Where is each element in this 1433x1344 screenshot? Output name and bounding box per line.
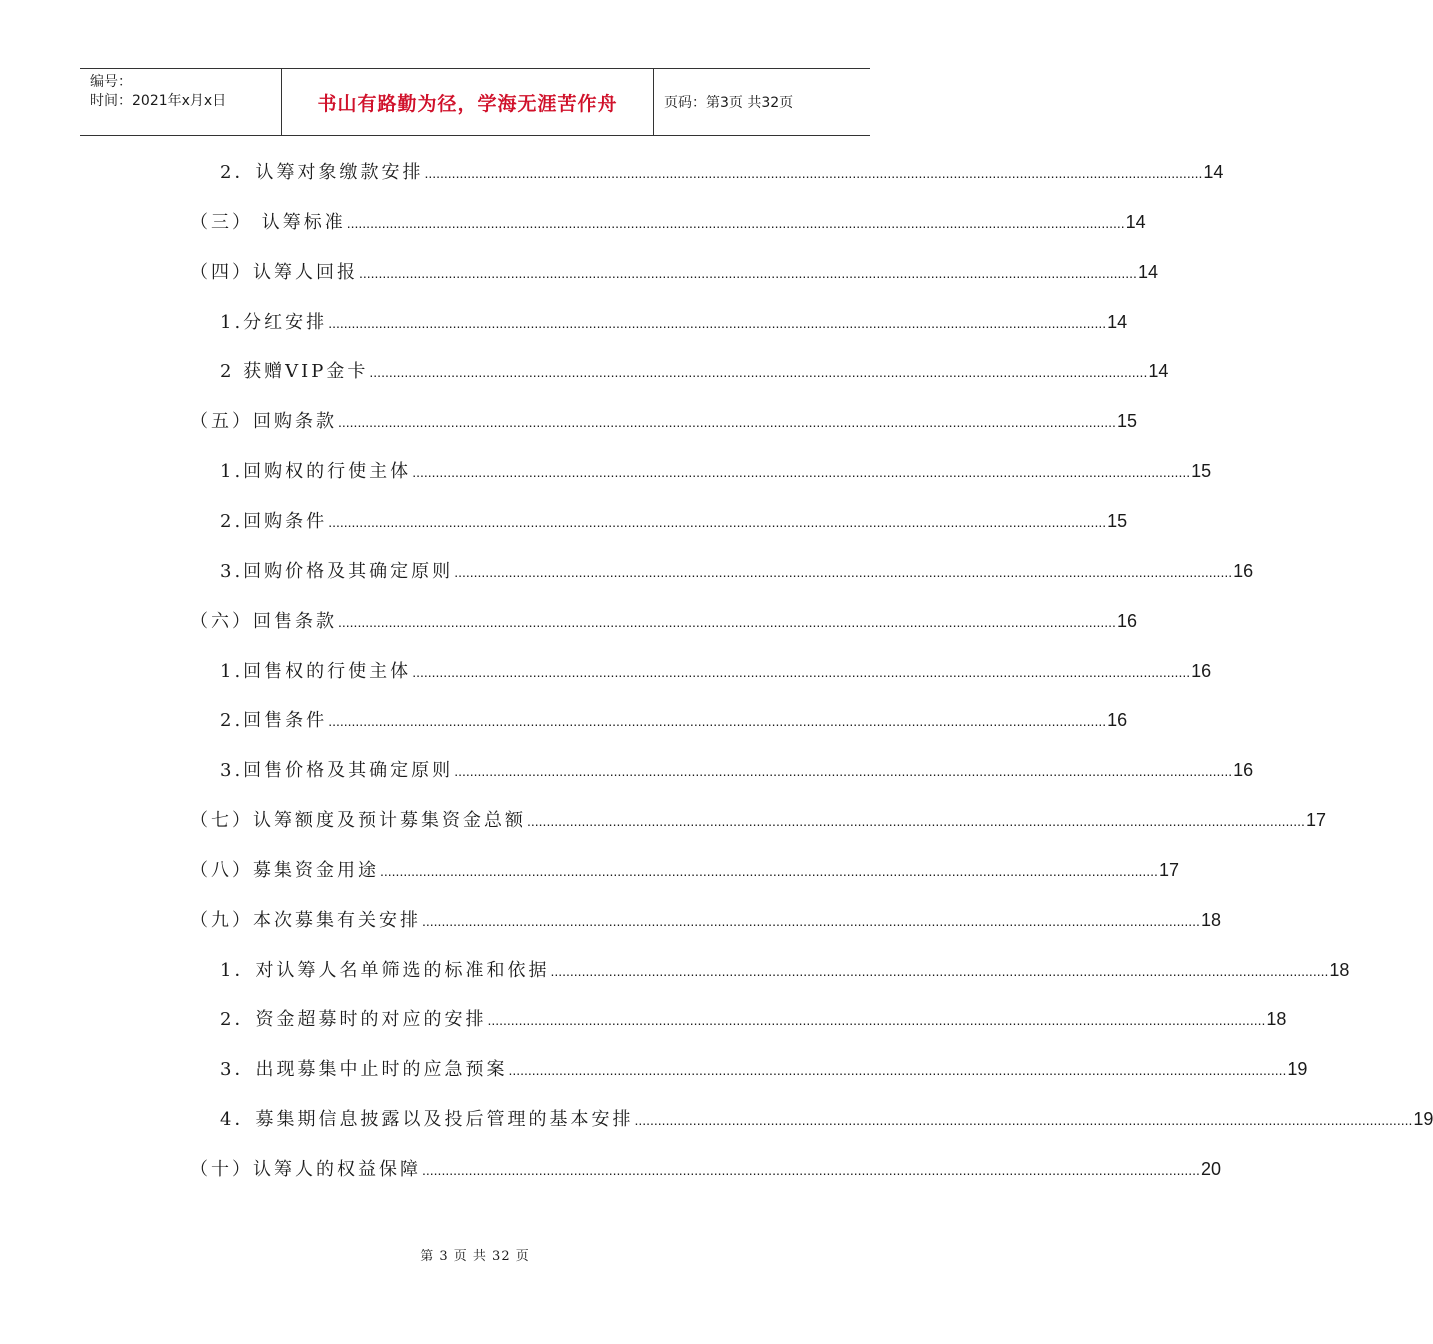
toc-entry-label: （五）回购条款 [190,411,337,433]
toc-entry-page: 14 [1203,162,1224,182]
toc-leader-dots: ........................................................................................................................................................................................................ [527,813,1305,830]
toc-leader-dots: ........................................................................................................................................................................................................ [634,1112,1413,1129]
toc-entry[interactable] [220,1105,1433,1135]
toc-leader-dots: ........................................................................................................................................................................................................ [328,314,1107,331]
toc-entry-label: （四）认筹人回报 [190,261,358,283]
toc-entry-label: （六）回售条款 [190,610,337,632]
toc-entry-page: 16 [1191,660,1212,681]
header-page-info: 页码：第3页 共32页 [664,95,794,111]
toc-entry-label: 3．出现募集中止时的应急预案 [220,1059,508,1081]
toc-leader-dots: ........................................................................................................................................................................................................ [328,713,1107,730]
toc-leader-dots: ........................................................................................................................................................................................................ [550,962,1329,979]
toc-entry-page: 15 [1191,461,1212,482]
page-footer: 第 3 页 共 32 页 [420,1249,530,1264]
toc-entry-label: 1.回购权的行使主体 [220,461,412,483]
toc-entry-page: 15 [1107,510,1128,531]
toc-entry-page: 18 [1266,1009,1287,1030]
page-header [80,68,870,136]
toc-leader-dots: ........................................................................................................................................................................................................ [508,1062,1287,1079]
toc-leader-dots: ........................................................................................................................................................................................................ [328,513,1107,530]
toc-entry-page: 14 [1125,211,1146,232]
toc-entry[interactable] [220,158,1224,188]
toc-leader-dots: ........................................................................................................................................................................................................ [380,862,1158,879]
toc-entry-label: （十）认筹人的权益保障 [190,1159,421,1180]
toc-leader-dots: ........................................................................................................................................................................................................ [338,414,1116,431]
toc-entry[interactable] [220,507,1128,537]
toc-entry[interactable] [220,756,1254,786]
toc-entry-label: （九）本次募集有关安排 [190,909,421,931]
toc-entry-page: 19 [1287,1059,1308,1080]
toc-entry-label: 3.回售价格及其确定原则 [220,760,454,782]
toc-entry[interactable] [190,607,1137,637]
toc-entry-label: （八）募集资金用途 [190,859,379,881]
toc-entry-page: 14 [1148,361,1169,382]
toc-entry-label: 2．资金超募时的对应的安排 [220,1009,487,1031]
toc-entry-label: 4．募集期信息披露以及投后管理的基本安排 [220,1109,634,1131]
toc-entry-page: 18 [1200,909,1221,930]
toc-leader-dots: ........................................................................................................................................................................................................ [369,364,1148,381]
toc-entry[interactable] [220,308,1128,338]
header-motto: 书山有路勤为径，学海无涯苦作舟 [282,69,654,135]
toc-entry[interactable] [220,706,1128,736]
toc-entry-label: 1．对认筹人名单筛选的标准和依据 [220,959,550,981]
toc-entry[interactable] [220,956,1350,986]
toc-entry-label: 3.回购价格及其确定原则 [220,560,454,582]
toc-entry-page: 16 [1107,710,1128,731]
toc-entry-page: 17 [1158,859,1179,880]
toc-entry[interactable] [220,357,1169,387]
toc-leader-dots: ........................................................................................................................................................................................................ [454,763,1233,780]
toc-entry-page: 15 [1116,411,1137,432]
toc-entry-page: 14 [1137,261,1158,282]
toc-entry-page: 19 [1413,1109,1433,1130]
toc-entry-label: 1.分红安排 [220,311,328,333]
toc-leader-dots: ........................................................................................................................................................................................................ [338,613,1116,630]
toc-entry[interactable] [220,1055,1308,1085]
toc-entry[interactable] [220,1005,1287,1035]
header-meta [80,69,282,135]
toc-entry[interactable] [220,557,1254,587]
toc-entry[interactable] [190,806,1326,836]
toc-entry-label: 2.回购条件 [220,510,328,532]
toc-entry[interactable] [190,208,1146,238]
toc-leader-dots: ........................................................................................................................................................................................................ [487,1012,1266,1029]
toc-entry[interactable] [190,407,1137,437]
toc-entry-page: 17 [1305,810,1326,831]
toc-entry-label: 2．认筹对象缴款安排 [220,162,424,183]
document-number-label: 编号： [90,74,132,90]
toc-entry[interactable] [190,906,1221,936]
toc-leader-dots: ........................................................................................................................................................................................................ [412,464,1191,481]
toc-entry-page: 14 [1107,311,1128,332]
toc-entry[interactable] [220,457,1212,487]
toc-entry-page: 16 [1233,560,1254,581]
toc-entry-label: （三） 认筹标准 [190,211,346,233]
toc-entry-label: （七）认筹额度及预计募集资金总额 [190,810,526,832]
toc-leader-dots: ........................................................................................................................................................................................................ [346,214,1125,231]
toc-entry-label: 2.回售条件 [220,710,328,732]
toc-leader-dots: ........................................................................................................................................................................................................ [422,912,1200,929]
toc-leader-dots: ........................................................................................................................................................................................................ [412,663,1191,680]
toc-leader-dots: ........................................................................................................................................................................................................ [359,264,1137,281]
toc-entry-page: 20 [1200,1159,1221,1179]
toc-entry-label: 2 获赠VIP金卡 [220,361,369,383]
toc-entry[interactable] [190,258,1158,288]
toc-entry[interactable] [190,1155,1221,1185]
document-time-label: 时间：2021年x月x日 [90,93,227,109]
toc-leader-dots: ........................................................................................................................................................................................................ [454,563,1233,580]
toc-entry[interactable] [190,856,1179,886]
toc-entry-page: 16 [1233,760,1254,781]
toc-entry-page: 18 [1329,959,1350,980]
toc-leader-dots: ........................................................................................................................................................................................................ [422,1162,1200,1178]
toc-entry-label: 1.回售权的行使主体 [220,660,412,682]
toc-entry[interactable] [220,657,1212,687]
toc-leader-dots: ........................................................................................................................................................................................................ [424,165,1203,181]
toc-entry-page: 16 [1116,610,1137,631]
